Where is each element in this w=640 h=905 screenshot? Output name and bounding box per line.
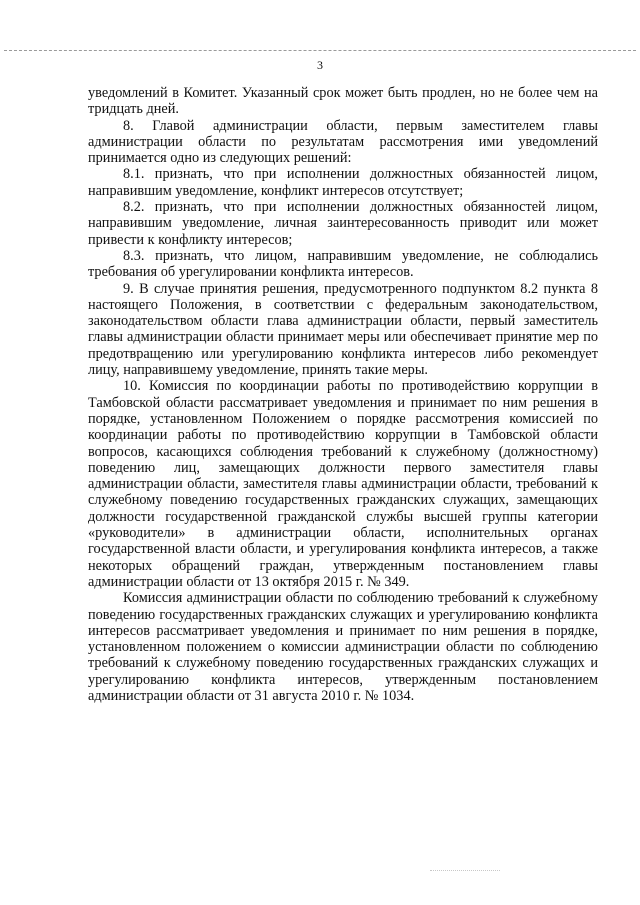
paragraph-item-9: 9. В случае принятия решения, предусмотренного подпунктом 8.2 пункта 8 настоящего Положения, в соответствии с федеральным законодательством, законодательством области глава администрации области, первый заместитель главы администрации области принимает меры или обеспечивает принятие мер по предотвращению или урегулированию конфликта интересов либо рекомендует лицу, направившему уведомление, принять такие меры. xyxy=(88,280,598,379)
paragraph-item-8-1: 8.1. признать, что при исполнении должностных обязанностей лицом, направившим уведомление, конфликт интересов отсутствует; xyxy=(88,166,598,199)
document-body xyxy=(88,85,598,704)
page-number: 3 xyxy=(317,58,323,72)
paragraph-item-8: 8. Главой администрации области, первым заместителем главы администрации области по результатам рассмотрения ими уведомлений принимается одно из следующих решений: xyxy=(88,117,598,167)
paragraph-continuation: уведомлений в Комитет. Указанный срок может быть продлен, но не более чем на тридцать дней. xyxy=(88,85,598,118)
paragraph-item-8-2: 8.2. признать, что при исполнении должностных обязанностей лицом, направившим уведомление, личная заинтересованность приводит или может привести к конфликту интересов; xyxy=(88,199,598,248)
scan-top-rule xyxy=(4,50,636,51)
paragraph-item-10: 10. Комиссия по координации работы по противодействию коррупции в Тамбовской области рассматривает уведомления и принимает по ним решения в порядке, установленном Положением о порядке рассмотрения комиссией по координации работы по противодействию коррупции в Тамбовской области вопросов, касающихся соблюдения требований к служебному (должностному) поведению лиц, замещающих должности первого заместителя главы администрации области, заместителя главы администрации области, требований к служебному поведению государственных гражданских служащих, замещающих должности государственной гражданской службы высшей группы категории «руководители» в администрации области, исполнительных органах государственной власти области, и урегулирования конфликта интересов, а также некоторых обращений граждан, утвержденным постановлением главы администрации области от 13 октября 2015 г. № 349. xyxy=(88,378,598,590)
scan-bottom-mark xyxy=(430,870,500,871)
paragraph-item-8-3: 8.3. признать, что лицом, направившим уведомление, не соблюдались требования об урегулировании конфликта интересов. xyxy=(88,247,598,281)
paragraph-commission: Комиссия администрации области по соблюдению требований к служебному поведению государственных гражданских служащих и урегулированию конфликта интересов рассматривает уведомления и принимает по ним решения в порядке, установленном положением о комиссии администрации области по соблюдению требований к служебному поведению государственных гражданских служащих и урегулированию конфликта интересов, утвержденным постановлением администрации области от 31 августа 2010 г. № 1034. xyxy=(88,590,598,704)
